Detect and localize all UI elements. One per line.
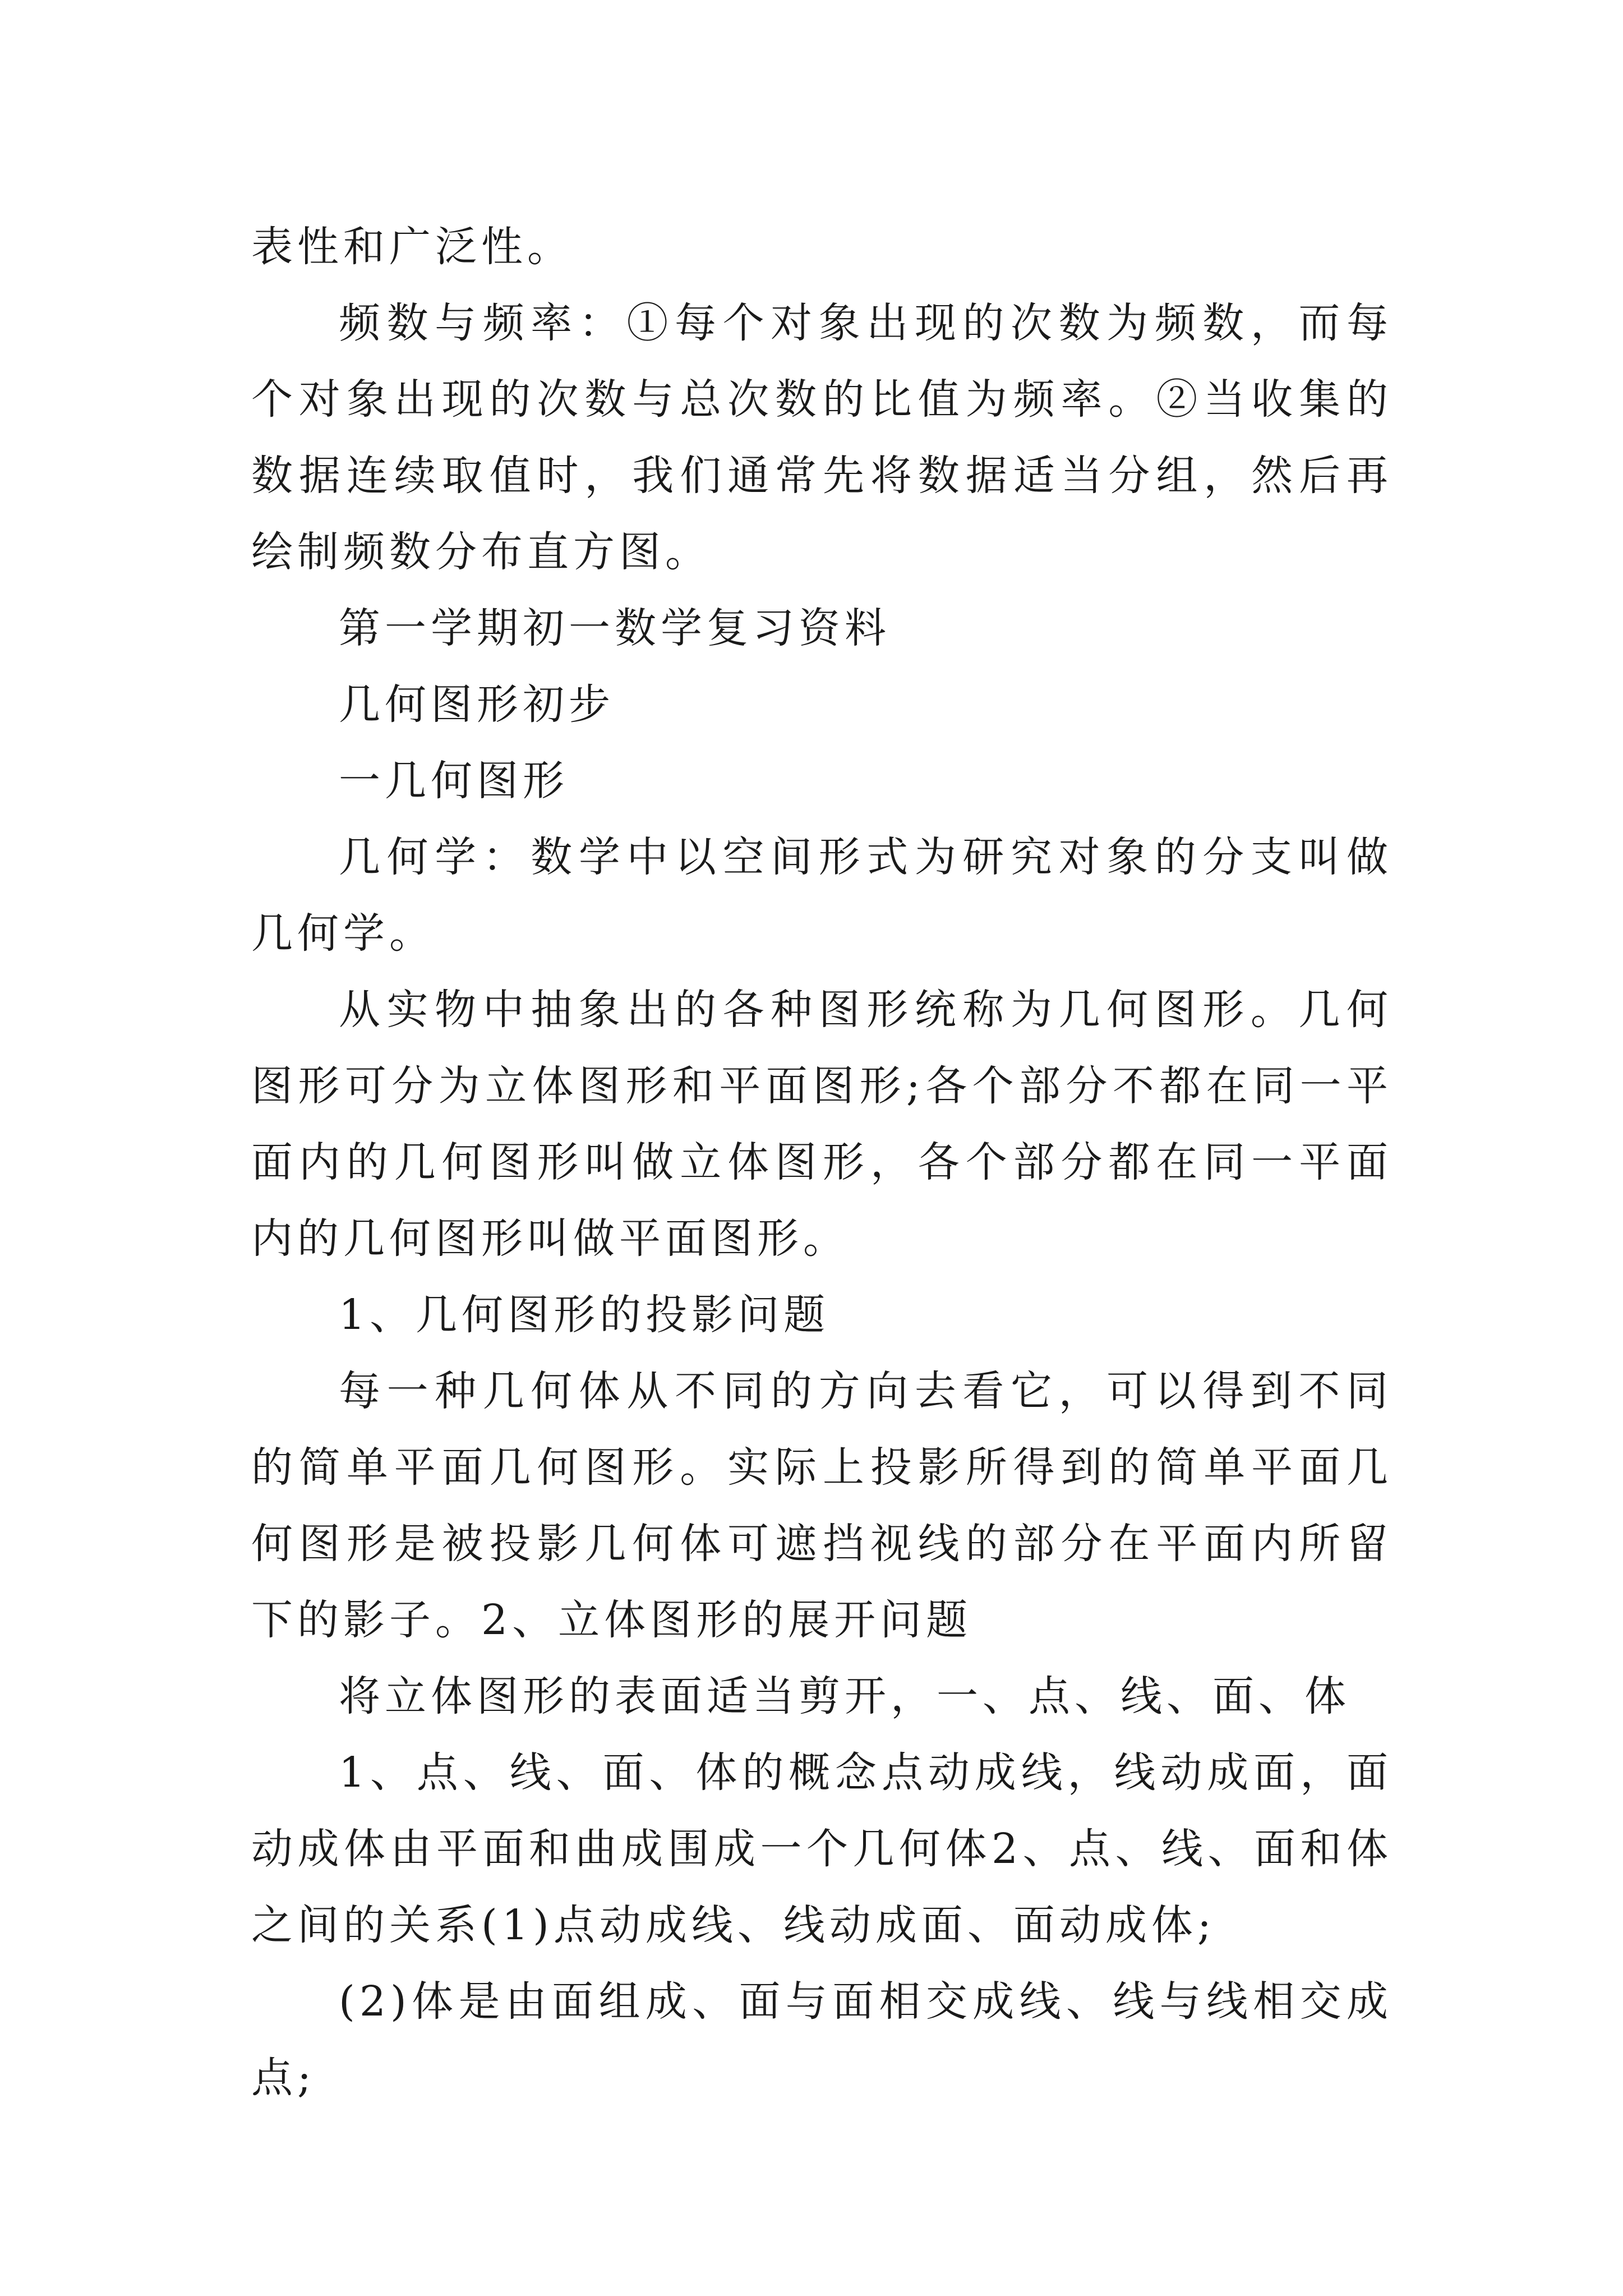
paragraph-projection: 每一种几何体从不同的方向去看它，可以得到不同的简单平面几何图形。实际上投影所得到的简单平面几何图形是被投影几何体可遮挡视线的部分在平面内所留下的影子。2、立体图形的展开问题: [251, 1367, 1393, 1644]
paragraph-geometry-definition: 几何学：数学中以空间形式为研究对象的分支叫做几何学。: [251, 833, 1393, 958]
section-heading-review-material: 第一学期初一数学复习资料: [339, 604, 891, 652]
paragraph-figure-classification: 从实物中抽象出的各种图形统称为几何图形。几何图形可分为立体图形和平面图形;各个部分不都在同一平面内的几何图形叫做立体图形，各个部分都在同一平面内的几何图形叫做平面图形。: [251, 986, 1393, 1263]
paragraph-continuation: 表性和广泛性。: [251, 223, 573, 271]
paragraph-frequency-definition: 频数与频率：①每个对象出现的次数为频数，而每个对象出现的次数与总次数的比值为频率。②当收集的数据连续取值时，我们通常先将数据适当分组，然后再绘制频数分布直方图。: [251, 299, 1393, 576]
paragraph-unfolding: 将立体图形的表面适当剪开，一、点、线、面、体: [339, 1672, 1350, 1720]
document-body: [251, 209, 1393, 2116]
paragraph-point-line-surface: 1、点、线、面、体的概念点动成线，线动成面，面动成体由平面和曲成围成一个几何体2、点、线、面和体之间的关系(1)点动成线、线动成面、面动成体;: [251, 1749, 1393, 1949]
paragraph-body-composition: (2)体是由面组成、面与面相交成线、线与线相交成点;: [251, 1977, 1393, 2102]
section-heading-geometry-basics: 几何图形初步: [339, 680, 615, 729]
subheading-projection: 1、几何图形的投影问题: [339, 1291, 830, 1339]
section-heading-geometric-figures: 一几何图形: [339, 757, 569, 805]
